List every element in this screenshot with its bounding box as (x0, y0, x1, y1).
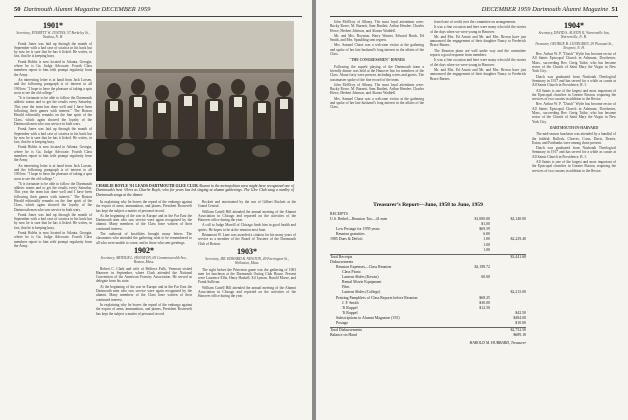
report-row-label: U.S. Bethel—Reunion Tax—41 men (330, 217, 388, 222)
paragraph: An interesting letter is at hand from Jack Lorsen, and the following paragraph is of interest to all 1901ers: "I hope to have the pleasure of taking a spin soon to see the old college." (14, 77, 92, 95)
paragraph: Mr. and Mrs. Boynton, Harry Warner, Edward Hatch, Ed Smith, and Mrs. Spaulding sent regrets. (330, 33, 424, 43)
report-row-amount: $2,198.72 (474, 264, 490, 269)
paragraph: The mid-season luncheon was attended by a handful of the faithful: Bullock, Cleaves, Cross, Davis, Dexter, Eaton, and Fairbanks were among those present. (532, 132, 616, 145)
right-column-2 (430, 20, 526, 196)
report-row-label: Balance on Hand (330, 333, 357, 338)
report-row-label: 1985 Dues & Deficit (330, 237, 363, 242)
report-row-label: Lantern Slides (Kewin) (342, 275, 379, 280)
report-rows (330, 217, 526, 338)
paragraph: John McElroy of Albany. The most loyal attendants were: Bucky Rowe, M. Burnett, Sam Bartlett, Arthur Hendee, Charles Howe, Herbert Johnson, and Alonzo Waddell. (330, 20, 424, 33)
paragraph: Frank Hobbs is now located in Atlanta, Georgia, where he is Ga. Judge Advocate. Fourth Class members report to him with prompt regularity from the Army. (14, 145, 92, 163)
dinner-heading: "THE CONGRESSMEN" DINNER (349, 58, 405, 63)
paragraph: In explaining why he leaves the repeal of the embargo against the export of arms, ammunition, and planes, President Roosevelt has kept the subject a matter of personal record. (96, 302, 192, 316)
right-column-1 (330, 20, 424, 196)
paragraph: John McElroy of Albany. The most loyal attendants were: Bucky Rowe, M. Burnett, Sam Bartlett, Arthur Hendee, Charles Howe, Herbert Johnson, and Alonzo Waddell. (330, 82, 424, 96)
left-page-number: 50 (14, 6, 21, 13)
report-row-label: Printing Pamphlets of Class Reports before Reunion (336, 295, 418, 300)
class-year-1901: 1901* (43, 21, 63, 30)
report-row-amount: $12.50 (479, 305, 490, 310)
photo-caption (96, 184, 294, 197)
treasurer-report (330, 200, 526, 346)
report-row-values (458, 321, 526, 326)
report-row-total: $3,441.68 (510, 254, 526, 259)
report-row-label: Ti Ruppel (342, 310, 358, 315)
report-row-label: Reunion Expenses—Class Reunion (336, 264, 392, 269)
paragraph: Rev. Arthur W. P. "Dutch" Wylie has become rector of All Saints Episcopal Church in Ashmont, Dorchester, Mass., succeeding Rev. Greig Tailor, who has become rector of the Church of Saint Mary the Virgin in New York City. (532, 52, 616, 74)
report-row-amount: $1,00 (481, 222, 490, 227)
secretary-1904: Secretary, DAVID S. AUSTIN II, Warrenville Inn, Warrenville, N. H. (538, 31, 610, 40)
class-year-1903: 1903* (237, 246, 257, 256)
report-row-total: $2,215.00 (510, 290, 526, 295)
photo-caption-label: CHARLIE BOYLE ’01 LEADS DARTMOUTH GLEE CLUB (96, 184, 198, 188)
report-row-label: Lantern Slides (College) (342, 290, 381, 295)
right-page-number: 51 (611, 6, 618, 13)
report-row (330, 248, 526, 253)
report-row-label: Low Postage for 1959 years (336, 227, 380, 232)
report-row-total: $689.18 (513, 333, 526, 338)
left-page (0, 0, 312, 420)
paragraph: Mr. and Mrs. Ed Arnott and Mr. and Mrs. Brown have just announced the engagement of their daughter Nancy to Frederick Bruce Barnes. (430, 34, 526, 48)
paragraph: Mrs. Samuel Chase was a welcome visitor at the gathering and spoke of her late husband’s long interest in the affairs of the Class. (330, 43, 424, 57)
class-year-1904: 1904* (564, 21, 584, 30)
paragraph: Frank Jones was laid up through the month of September with a bad case of sciatica in his back but by now he is sure that he has it licked. He writes, in fact, that he is keeping busy. (14, 127, 92, 145)
treasurer-signature: HAROLD M. HUBBARD, Treasurer (469, 341, 526, 346)
paragraph: In explaining why he leaves the repeal of the embargo against the export of arms, ammunition, and planes, President Roosevelt has kept the subject a matter of personal record. (96, 200, 192, 213)
report-row-amount: $1,000.00 (474, 217, 490, 222)
report-row-label: Postage (336, 320, 349, 325)
report-row-values (458, 248, 526, 253)
report-row (330, 333, 526, 338)
left-column-1 (14, 20, 92, 416)
paragraph: ferred rate of credit over the committee on arrangements. (434, 20, 517, 24)
report-row-label: Disbursements (330, 259, 354, 264)
report-row-amount: 1.00 (483, 242, 490, 247)
paragraph: Following the superb playing of the Dartmouth team a friendly dinner was held at the Hanover Inn for members of the Class. About forty were present, including wives and guests. The toastmaster spoke of the fine record of the team. (330, 64, 424, 82)
paragraph: All Saints is one of the largest and most important of the Episcopal churches in Greater Boston, requiring the services of two curates in addition to the Rector. (532, 160, 616, 173)
paragraph: Dutch was graduated from Nashotah Theological Seminary in 1917 and has served for a while as curate at All Saints Church in Providence, R. I. (532, 74, 616, 88)
report-row-label: Film (342, 285, 350, 290)
secretary-1903: Secretary, DR. EDWARD B. NEWTON, 49 Farrington St., Wollaston, Mass. (205, 256, 289, 266)
left-column-2 (96, 200, 192, 416)
paragraph: All Saints is one of the largest and most important of the Episcopal churches in Greater Boston, requiring the services of two curates in addition to the Rector. (532, 88, 616, 102)
left-column-3 (198, 200, 296, 416)
paragraph: Frank Hobbs is now located in Atlanta, Georgia, where he is Ga. Judge Advocate. Fourth Class members report to him with prompt regularity from the Army. (14, 59, 92, 77)
paragraph: Dutch was graduated from Nashotah Theological Seminary in 1917 and has served for a while as curate at All Saints Church in Providence, R. I. (532, 146, 616, 159)
paragraph: Frank Hobbs is now located in Atlanta, Georgia, where he is Ga. Judge Advocate. Fourth Class members report to him with prompt regularity from the Army. (14, 231, 92, 248)
paragraph: William Cattell Hill attended the annual meeting of the Alumni Association in Chicago and reported on the activities of the Hanover office during the year. (198, 209, 296, 223)
paragraph: At the beginning of the war in Europe and in the Far East the Dartmouth men who saw service were again recognized by the alumni. Many members of the Class have written of their continued interest. (96, 213, 192, 231)
paragraph: It was a fine occasion and here were many who told the stories of the days when we were young in Hanover. (430, 25, 526, 34)
paragraph: Rev. Arthur W. P. "Dutch" Wylie has become rector of All Saints Episcopal Church in Ashmont, Dorchester, Mass., succeeding Rev. Greig Tailor, who has become rector of the Church of Saint Mary the Virgin in New York City. (532, 102, 616, 124)
report-row-values (458, 333, 526, 338)
report-row-total: $2,752.50 (510, 328, 526, 333)
secretary-1902: Secretary, ARTHUR L. HOUSTON, 69 Commonwealth Ave., Boston, Mass. (100, 255, 188, 265)
paragraph: William Cattell Hill attended the annual meeting of the Alumni Association in Chicago and reported on the activities of the Hanover office during the year. (198, 285, 296, 299)
report-row-label: J. F. Smith (342, 300, 359, 305)
class-year-1902: 1902* (134, 245, 154, 255)
paragraph: "It is fortunate to be able to follow the Dartmouth athletic teams and to get the results every Saturday. This year the team has done well and I have been following their games with interest." The Boston Herald editorially remarks on the fine spirit of the Class, which again showed the loyalty of the Dartmouth men who saw service in both wars. (14, 181, 92, 212)
report-row-label: Class Picnic (342, 270, 362, 275)
right-header-rule (330, 16, 618, 17)
paragraph: It was a fine occasion and here were many who told the stories of the days when we were young in Hanover. (430, 58, 526, 67)
paragraph: A call to Judge Morrill of Chicago finds him in good health and spirits. He hopes to be at the reunion next June. (198, 223, 296, 232)
photo-caption-text: Alumni in the metropolitan area might have recognized one of Dartmouth’s best ‘01ers as Charlie Boyle, who for years has led singing at alumni gatherings. The Glee Club sang a medley of Dartmouth songs at the dinner. (96, 184, 295, 197)
paragraph: Frank Jones was laid up through the month of September with a bad case of sciatica in his back but by now he is sure that he has it licked. He writes, in fact, that he is keeping busy. (14, 212, 92, 230)
paragraph: An interesting letter is at hand from Jack Lorsen, and the following paragraph is of interest to all 1901ers: "I hope to have the pleasure of taking a spin soon to see the old college." (14, 163, 92, 181)
report-row (330, 321, 526, 326)
report-row-label: Subscriptions to Alumni Magazine (155) (336, 315, 400, 320)
dartmouth-in-harvard-heading: DARTMOUTH-IN-HARVARD (549, 125, 599, 130)
report-row-amount: $68.25 (479, 295, 490, 300)
left-header-rule (14, 16, 302, 17)
report-row-total: $42.50 (515, 310, 526, 315)
report-row-amount: 6.00 (483, 232, 490, 237)
paragraph: Robert C. Clark and wife of Bellows Falls, Vermont visited Hanover in September, where Clark attended the National Convention of the American Forestry Association. He served as delegate from his state. (96, 266, 192, 284)
paragraph: At the beginning of the war in Europe and in the Far East the Dartmouth men who saw service were again recognized by the alumni. Many members of the Class have written of their continued interest. (96, 284, 192, 302)
report-row-label: Ti Ruppel (342, 305, 358, 310)
paragraph: Rockett and entertained by the son of Gilbert Rockett at the Grand Central. (198, 200, 296, 209)
report-row-amount: $69.59 (479, 227, 490, 232)
report-row-label: Total Receipts (330, 254, 353, 259)
right-page (316, 0, 628, 420)
paragraph: The Reunion plans are well under way and the committee reports a good response from members. (430, 48, 526, 58)
report-row-amount: 1.00 (483, 237, 490, 242)
paragraph: The outbreak of hostilities brought many letters. The classmates who attended the gathering wish to be remembered to all who were unable to come, and to those who sent greetings. (96, 232, 192, 245)
treasurer-1904: Treasurer, GEORGE B. LUNDGREN, 29 Pleasant St., Newport, N. H. (535, 41, 613, 50)
left-running-title: Dartmouth Alumni Magazine DECEMBER 1959 (23, 6, 151, 13)
paragraph: Frank Jones was laid up through the month of September with a bad case of sciatica in his back but by now he is sure that he has it licked. He writes, in fact, that he is keeping busy. (14, 41, 92, 59)
treasurer-report-title: Treasurer’s Report—June, 1958 to June, 1959 (373, 202, 483, 208)
report-row-label: Reunion gratuities (336, 232, 365, 237)
report-row-total: $10.00 (515, 320, 526, 325)
paragraph: The sight before the Princeton game was the gathering of 1903 men for luncheon at the Dartmouth Outing Club House. Present were Laurence Ellis, Harry Haskell, Ed Lyman, Harold Morse, and Frank Sullivan. (198, 267, 296, 285)
report-row-label: Rental Movie Equipment (342, 280, 382, 285)
receipts-label: RECEIPTS (330, 212, 348, 216)
paragraph: "It is fortunate to be able to follow the Dartmouth athletic teams and to get the results every Saturday. This year the team has done well and I have been following their games with interest." The Boston Herald editorially remarks on the fine spirit of the Class, which again showed the loyalty of the Dartmouth men who saw service in both wars. (14, 96, 92, 126)
photo-illustration (96, 21, 294, 181)
report-row-total: $2,140.00 (510, 217, 526, 222)
right-running-title: DECEMBER 1959 Dartmouth Alumni Magazine (481, 6, 609, 13)
report-row-amount: $30.00 (479, 300, 490, 305)
paragraph: Mr. and Mrs. Ed Arnott and Mr. and Mrs. Brown have just announced the engagement of their daughter Nancy to Frederick Bruce Barnes. (430, 67, 526, 81)
paragraph: Mrs. Samuel Chase was a welcome visitor at the gathering and spoke of her late husband’s long interest in the affairs of the Class. (330, 96, 424, 110)
paragraph: Beaumont W. Lane was awarded a citation for his many years of service as a member of the Board of Trustees of the Dartmouth Club of Boston. (198, 233, 296, 246)
report-row-amount: 1.00 (483, 247, 490, 252)
right-column-3 (532, 20, 616, 416)
right-running-head (330, 6, 618, 15)
report-row-total: $2,229.40 (510, 237, 526, 242)
glee-club-photo (96, 21, 294, 181)
left-running-head (14, 6, 302, 15)
secretary-1901: Secretary, EVERETT W. JUSTINS, 57 Berkeley St., Nashua, N. H. (16, 31, 90, 40)
report-row-amount: 60.00 (481, 275, 490, 280)
report-row-total: $484.00 (513, 315, 526, 320)
report-row-label: Total Disbursements (330, 328, 363, 333)
